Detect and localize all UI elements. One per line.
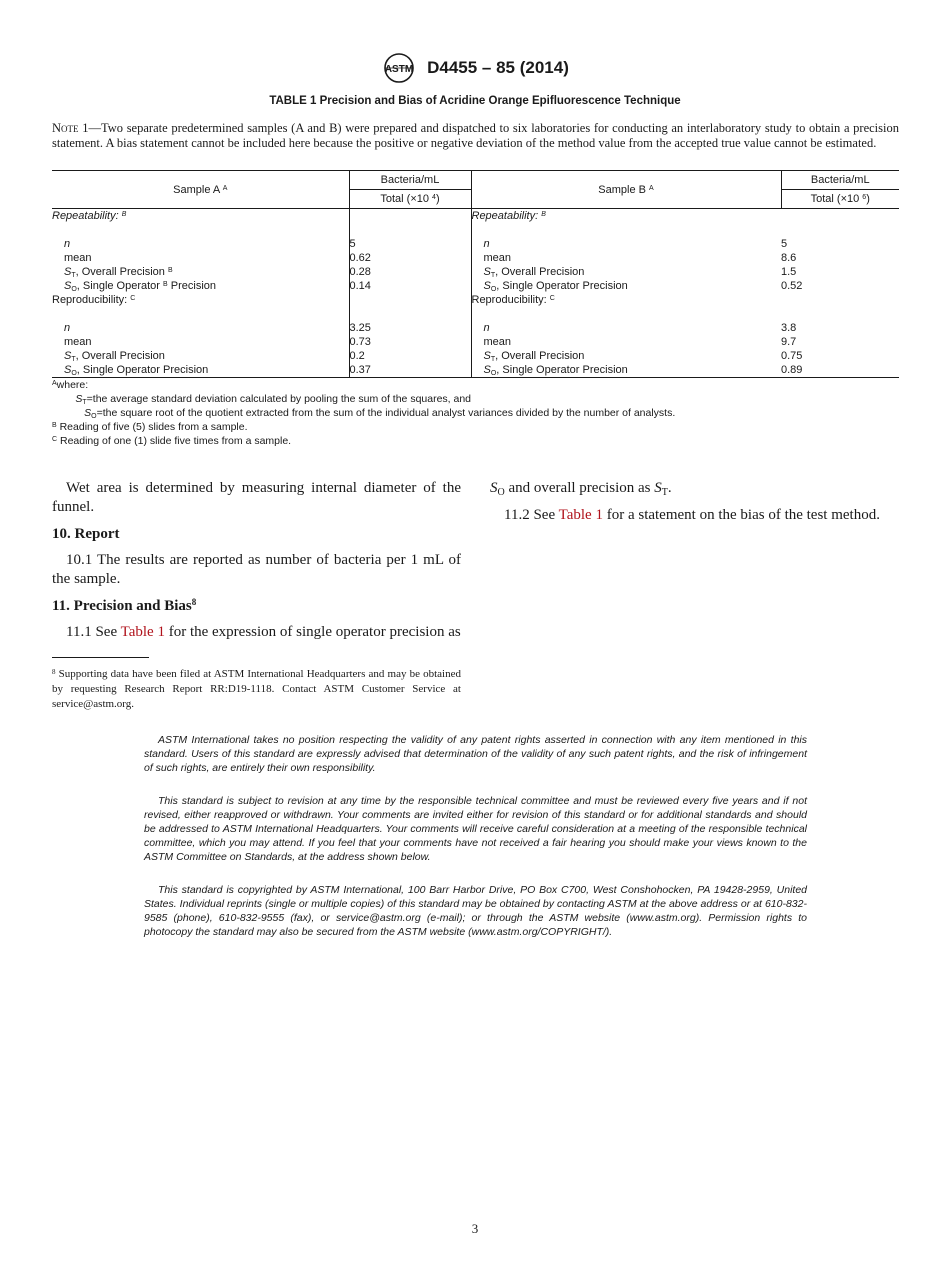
value-cell: 9.7: [781, 336, 797, 348]
table-row: [52, 265, 899, 279]
row-mean-b: mean: [471, 251, 781, 265]
header-total-a: Total (×10 $^4$): [349, 190, 471, 209]
section-11-1: 11.1 See Table 1 for the expression of single operator precision as: [66, 624, 461, 640]
row-so-a: $S_O$, Single Operator Precision: [52, 363, 349, 378]
section-10-heading: 10. Report: [52, 526, 120, 542]
footnote-c: $^C$ Reading of one (1) slide five times from a sample.: [52, 435, 292, 447]
table-row: [52, 251, 899, 265]
value-cell: 0.28: [349, 266, 371, 278]
footnote-a: $^A$where:: [52, 379, 89, 391]
header-sample-b: Sample B $^A$: [471, 171, 781, 209]
row-st-a: $S_T$, Overall Precision $^B$: [52, 265, 349, 279]
row-so-a: $S_O$, Single Operator $^B$ Precision: [52, 279, 349, 293]
section-11-heading: 11. Precision and Bias$^8$: [52, 597, 197, 614]
value-cell: 0.73: [349, 336, 371, 348]
row-mean-a: mean: [52, 335, 349, 349]
repeatability-label-b: Repeatability: $^B$: [471, 209, 781, 224]
precision-table: [52, 170, 899, 378]
value-cell: 1.5: [781, 266, 797, 278]
legal-revision: This standard is subject to revision at any time by the responsible technical committee and must be reviewed every five years and if not revised, either reapproved or withdrawn. Your comments are invited either for revision of this standard or for additional standards and should be addressed to ASTM International Headquarters. Your comments will receive careful consideration at a meeting of the responsible technical committee, which you may attend. If you feel that your comments have not received a fair hearing you should make your views known to the ASTM Committee on Standards, at the address shown below.: [144, 795, 807, 863]
value-cell: 0.62: [349, 252, 371, 264]
section-10-1: 10.1 The results are reported as number of bacteria per 1 mL of the sample.: [52, 552, 461, 587]
legal-patent: ASTM International takes no position respecting the validity of any patent rights asserted in connection with any item mentioned in this standard. Users of this standard are expressly advised that determination of the validity of any such patent rights, and the risk of infringement of such rights, are entirely their own responsibility.: [144, 734, 807, 774]
row-n-a: n: [52, 237, 349, 251]
footnote-b: $^B$ Reading of five (5) slides from a sample.: [52, 421, 248, 433]
table-note: [52, 121, 899, 151]
table-row: [52, 363, 899, 378]
table-footnotes: [52, 378, 899, 448]
value-cell: 0.2: [349, 350, 365, 362]
row-n-a: n: [52, 321, 349, 335]
value-cell: 3.8: [781, 322, 797, 334]
table-title: TABLE 1 Precision and Bias of Acridine Orange Epifluorescence Technique: [269, 95, 681, 107]
table-row: [52, 321, 899, 335]
value-cell: 0.52: [781, 280, 803, 292]
row-so-b: $S_O$, Single Operator Precision: [471, 363, 781, 378]
footnote-st: $S_T=the$ average standard deviation calculated by pooling the sum of the squares, and: [75, 393, 472, 406]
header-sample-a: Sample A $^A$: [52, 171, 349, 209]
header-bacteria-a: Bacteria/mL: [349, 171, 471, 190]
table-1-link[interactable]: Table 1: [558, 507, 603, 523]
row-mean-b: mean: [471, 335, 781, 349]
table-row: [52, 279, 899, 293]
left-column: [52, 479, 461, 642]
legal-copyright: This standard is copyrighted by ASTM International, 100 Barr Harbor Drive, PO Box C700, West Conshohocken, PA 19428-2959, United States. Individual reprints (single or multiple copies) of this standard may be obtained by contacting ASTM at the above address or at 610-832-9585 (phone), 610-832-9555 (fax), or service@astm.org (e-mail); or through the ASTM website (www.astm.org). Permission rights to photocopy the standard may also be secured from the ASTM website (www.astm.org/COPYRIGHT/).: [144, 884, 807, 938]
value-cell: 3.25: [349, 322, 371, 334]
value-cell: 0.37: [349, 363, 471, 378]
table-row: [52, 335, 899, 349]
section-11-1-continued: $S_O$ and overall precision as $S_T$.: [490, 480, 672, 498]
note-label: Note 1: [52, 121, 89, 135]
standard-designation: D4455 – 85 (2014): [427, 58, 569, 77]
row-n-b: n: [471, 237, 781, 251]
value-cell: 5: [349, 238, 356, 250]
row-st-a: $S_T$, Overall Precision: [52, 349, 349, 363]
value-cell: 0.14: [349, 280, 371, 292]
astm-logo-icon: [381, 52, 417, 84]
legal-notice: [144, 733, 807, 958]
value-cell: 5: [781, 238, 788, 250]
note-text: —Two separate predetermined samples (A and B) were prepared and dispatched to six laboratories for conducting an interlaboratory study to obtain a precision statement. A bias statement cannot be included here because the positive or negative deviation of the method value from the accepted true value cannot be estimated.: [52, 121, 899, 150]
reproducibility-label-a: Reproducibility: $^C$: [52, 293, 349, 307]
table-row: [52, 237, 899, 251]
row-st-b: $S_T$, Overall Precision: [471, 349, 781, 363]
wet-area-paragraph: Wet area is determined by measuring internal diameter of the funnel.: [52, 480, 461, 515]
value-cell: 0.75: [781, 350, 803, 362]
header-total-b: Total (×10 $^6$): [781, 190, 899, 209]
page-number: 3: [471, 1221, 479, 1236]
table-1-link[interactable]: Table 1: [120, 624, 165, 640]
row-mean-a: mean: [52, 251, 349, 265]
row-so-b: $S_O$, Single Operator Precision: [471, 279, 781, 293]
footnote-divider: [52, 657, 149, 658]
footnote-so: $S_O=the$ square root of the quotient extracted from the sum of the individual analyst variances divided by the number of analysts.: [84, 407, 676, 420]
section-11-2: 11.2 See Table 1 for a statement on the bias of the test method.: [504, 507, 880, 523]
repeatability-label-a: Repeatability: $^B$: [52, 209, 349, 224]
row-st-b: $S_T$, Overall Precision: [471, 265, 781, 279]
header-bacteria-b: Bacteria/mL: [781, 171, 899, 190]
logo-text: ASTM: [384, 64, 414, 75]
page-header: [0, 52, 950, 84]
row-n-b: n: [471, 321, 781, 335]
value-cell: 8.6: [781, 252, 797, 264]
footnote-8: $^8$ Supporting data have been filed at ASTM International Headquarters and may be obtained by requesting Research Report RR:D19-1118. Contact ASTM Customer Service at service@astm.org.: [52, 668, 461, 710]
table-row: [52, 349, 899, 363]
right-column: [490, 479, 899, 525]
reproducibility-label-b: Reproducibility: $^C$: [471, 293, 781, 307]
value-cell: 0.89: [781, 363, 899, 378]
